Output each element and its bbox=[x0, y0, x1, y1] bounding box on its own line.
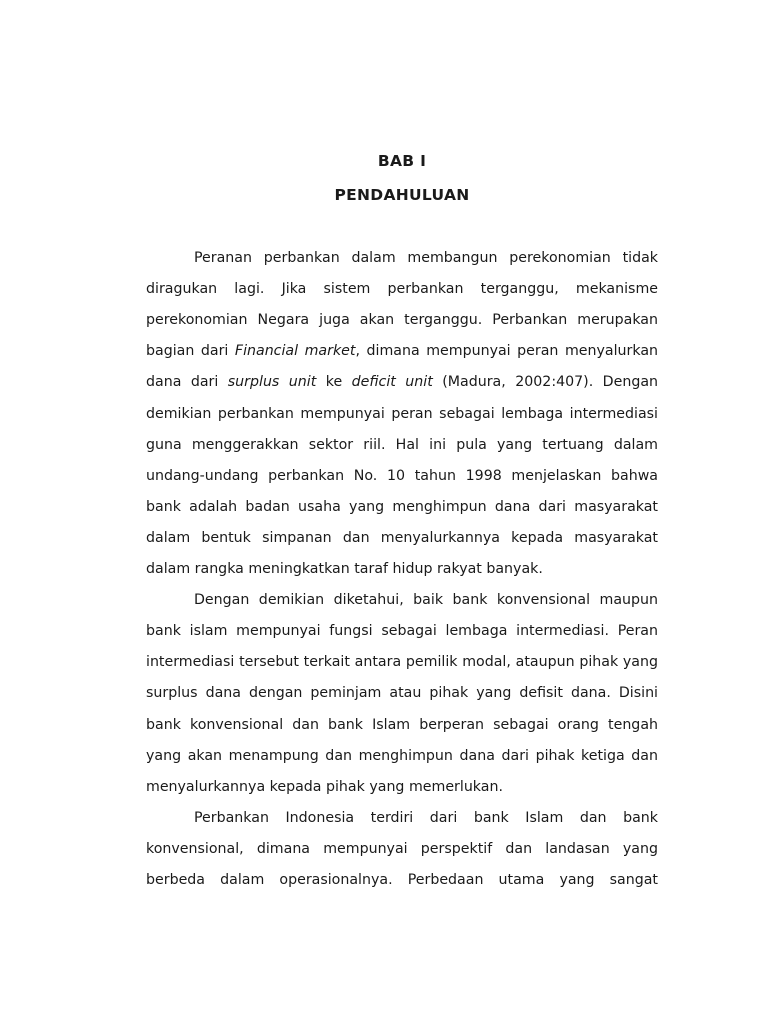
text-line bbox=[146, 528, 658, 548]
text-segment: dana dari bbox=[146, 374, 228, 391]
text-line bbox=[146, 715, 658, 735]
text-line bbox=[146, 310, 658, 330]
chapter-number: BAB I bbox=[377, 152, 427, 170]
text-line bbox=[146, 497, 658, 517]
text-line bbox=[146, 466, 658, 486]
text-line bbox=[146, 404, 658, 424]
text-segment: guna menggerakkan sektor riil. Hal ini pula yang tertuang dalam bbox=[146, 436, 658, 453]
text-segment: bank adalah badan usaha yang menghimpun dana dari masyarakat bbox=[146, 498, 658, 515]
text-line bbox=[194, 590, 658, 610]
italic-term: deficit unit bbox=[351, 374, 433, 391]
text-segment: menyalurkannya kepada pihak yang memerlukan. bbox=[146, 778, 503, 795]
text-segment: bagian dari bbox=[146, 343, 235, 360]
text-line bbox=[146, 341, 658, 361]
text-segment: surplus dana dengan peminjam atau pihak yang defisit dana. Disini bbox=[146, 685, 658, 702]
text-segment: yang akan menampung dan menghimpun dana dari pihak ketiga dan bbox=[146, 747, 658, 764]
text-segment: konvensional, dimana mempunyai perspektif dan landasan yang bbox=[146, 840, 658, 857]
text-line bbox=[146, 683, 658, 703]
text-segment: dalam rangka meningkatkan taraf hidup rakyat banyak. bbox=[146, 561, 543, 577]
text-segment: perekonomian Negara juga akan terganggu. Perbankan merupakan bbox=[146, 312, 658, 329]
chapter-title: PENDAHULUAN bbox=[334, 186, 470, 204]
text-line bbox=[146, 746, 658, 766]
text-line bbox=[146, 372, 658, 392]
text-segment: undang-undang perbankan No. 10 tahun 1998 menjelaskan bahwa bbox=[146, 467, 658, 484]
text-segment: Dengan demikian diketahui, baik bank konvensional maupun bbox=[194, 592, 658, 609]
text-segment: bank konvensional dan bank Islam berperan sebagai orang tengah bbox=[146, 716, 658, 733]
text-line bbox=[146, 435, 658, 455]
text-line bbox=[146, 652, 658, 672]
text-line bbox=[146, 279, 658, 299]
text-line bbox=[146, 870, 658, 890]
italic-term: surplus unit bbox=[227, 374, 317, 391]
text-segment: dalam bentuk simpanan dan menyalurkannya kepada masyarakat bbox=[146, 529, 658, 546]
text-segment: intermediasi tersebut terkait antara pemilik modal, ataupun pihak yang bbox=[146, 654, 658, 671]
text-segment: diragukan lagi. Jika sistem perbankan terganggu, mekanisme bbox=[146, 281, 658, 298]
text-segment: demikian perbankan mempunyai peran sebagai lembaga intermediasi bbox=[146, 405, 658, 422]
text-line bbox=[146, 621, 658, 641]
text-segment: (Madura, 2002:407). Dengan bbox=[432, 374, 659, 391]
text-line bbox=[146, 559, 658, 579]
text-line bbox=[146, 839, 658, 859]
text-segment: Perbankan Indonesia terdiri dari bank Islam dan bank bbox=[194, 809, 658, 826]
text-line bbox=[194, 808, 658, 828]
text-segment: bank islam mempunyai fungsi sebagai lembaga intermediasi. Peran bbox=[146, 623, 658, 640]
text-segment: ke bbox=[316, 374, 352, 391]
text-segment: Peranan perbankan dalam membangun perekonomian tidak bbox=[194, 250, 658, 266]
text-segment: berbeda dalam operasionalnya. Perbedaan utama yang sangat bbox=[146, 872, 658, 888]
text-segment: , dimana mempunyai peran menyalurkan bbox=[355, 343, 659, 360]
text-line bbox=[194, 248, 658, 268]
text-line bbox=[146, 777, 658, 797]
italic-term: Financial market bbox=[234, 343, 356, 360]
